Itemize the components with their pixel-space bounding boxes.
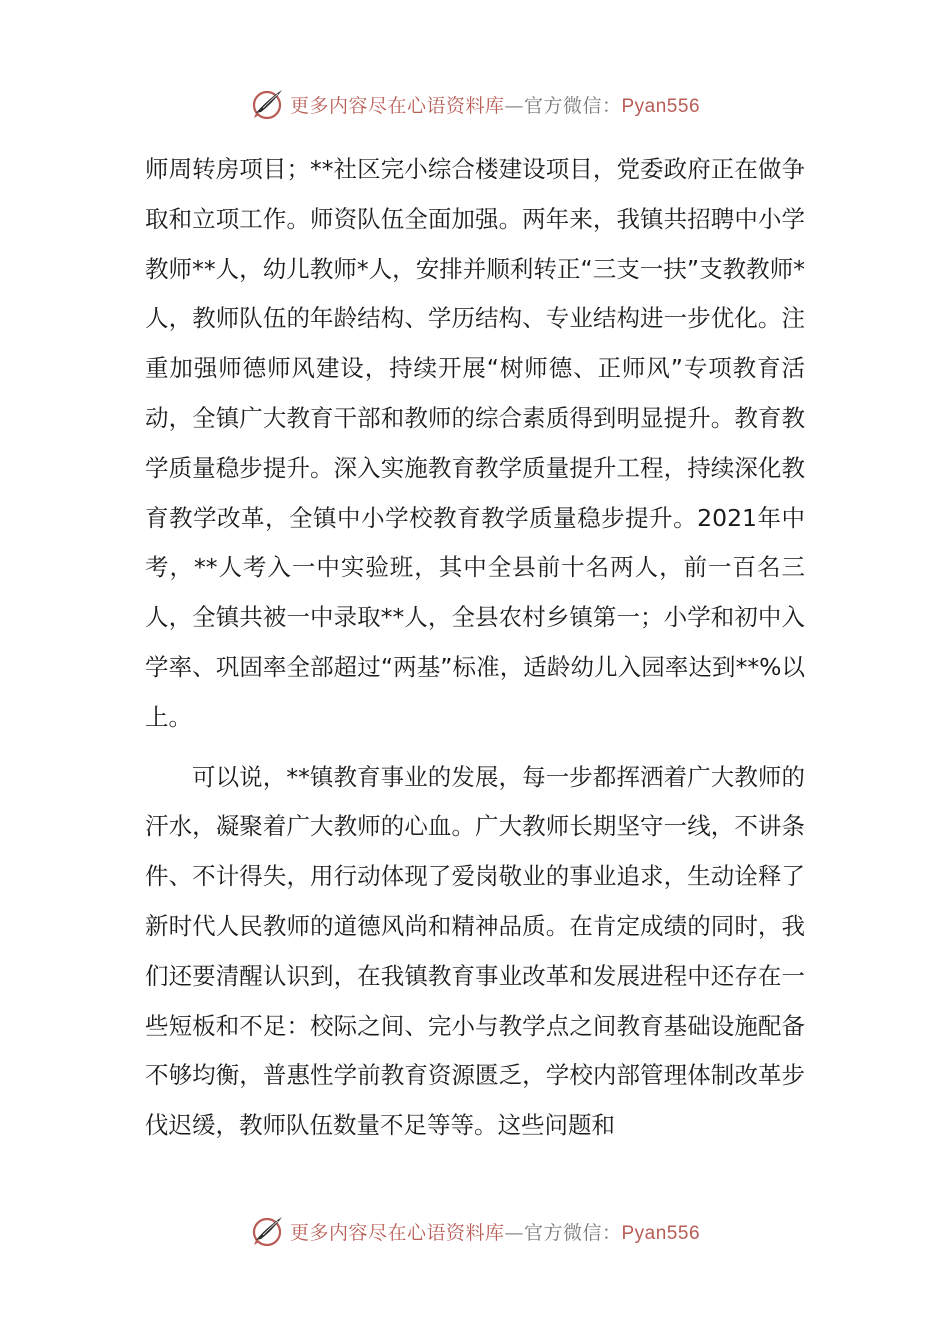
watermark-separator: — bbox=[504, 1221, 524, 1244]
watermark-wechat-label: 官方微信： bbox=[523, 1221, 622, 1244]
document-body bbox=[145, 145, 805, 1151]
watermark-text bbox=[290, 91, 700, 118]
footer-watermark bbox=[0, 1211, 950, 1251]
watermark-label: 更多内容尽在心语资料库 bbox=[289, 1221, 505, 1244]
watermark-label: 更多内容尽在心语资料库 bbox=[289, 94, 505, 117]
watermark-wechat-id: Pyan556 bbox=[621, 1222, 701, 1244]
header-watermark bbox=[0, 84, 950, 124]
quill-pen-logo-icon bbox=[250, 1213, 286, 1249]
paragraph-1: 师周转房项目；**社区完小综合楼建设项目，党委政府正在做争取和立项工作。师资队伍全面加强。两年来，我镇共招聘中小学教师**人，幼儿教师*人，安排并顺利转正“三支一扶”支教教师*人，教师队伍的年龄结构、学历结构、专业结构进一步优化。注重加强师德师风建设，持续开展“树师德、正师风”专项教育活动，全镇广大教育干部和教师的综合素质得到明显提升。教育教学质量稳步提升。深入实施教育教学质量提升工程，持续深化教育教学改革，全镇中小学校教育教学质量稳步提升。2021年中考，**人考入一中实验班，其中全县前十名两人，前一百名三人，全镇共被一中录取**人，全县农村乡镇第一；小学和初中入学率、巩固率全部超过“两基”标准，适龄幼儿入园率达到**%以上。 bbox=[145, 155, 805, 731]
watermark-wechat-id: Pyan556 bbox=[621, 95, 701, 117]
quill-pen-logo-icon bbox=[250, 86, 286, 122]
paragraph-2: 可以说，**镇教育事业的发展，每一步都挥洒着广大教师的汗水，凝聚着广大教师的心血。广大教师长期坚守一线，不讲条件、不计得失，用行动体现了爱岗敬业的事业追求，生动诠释了新时代人民教师的道德风尚和精神品质。在肯定成绩的同时，我们还要清醒认识到，在我镇教育事业改革和发展进程中还存在一些短板和不足：校际之间、完小与教学点之间教育基础设施配备不够均衡，普惠性学前教育资源匮乏，学校内部管理体制改革步伐迟缓，教师队伍数量不足等等。这些问题和 bbox=[145, 762, 805, 1140]
watermark-separator: — bbox=[504, 94, 524, 117]
watermark-wechat-label: 官方微信： bbox=[523, 94, 622, 117]
watermark-text bbox=[290, 1218, 700, 1245]
